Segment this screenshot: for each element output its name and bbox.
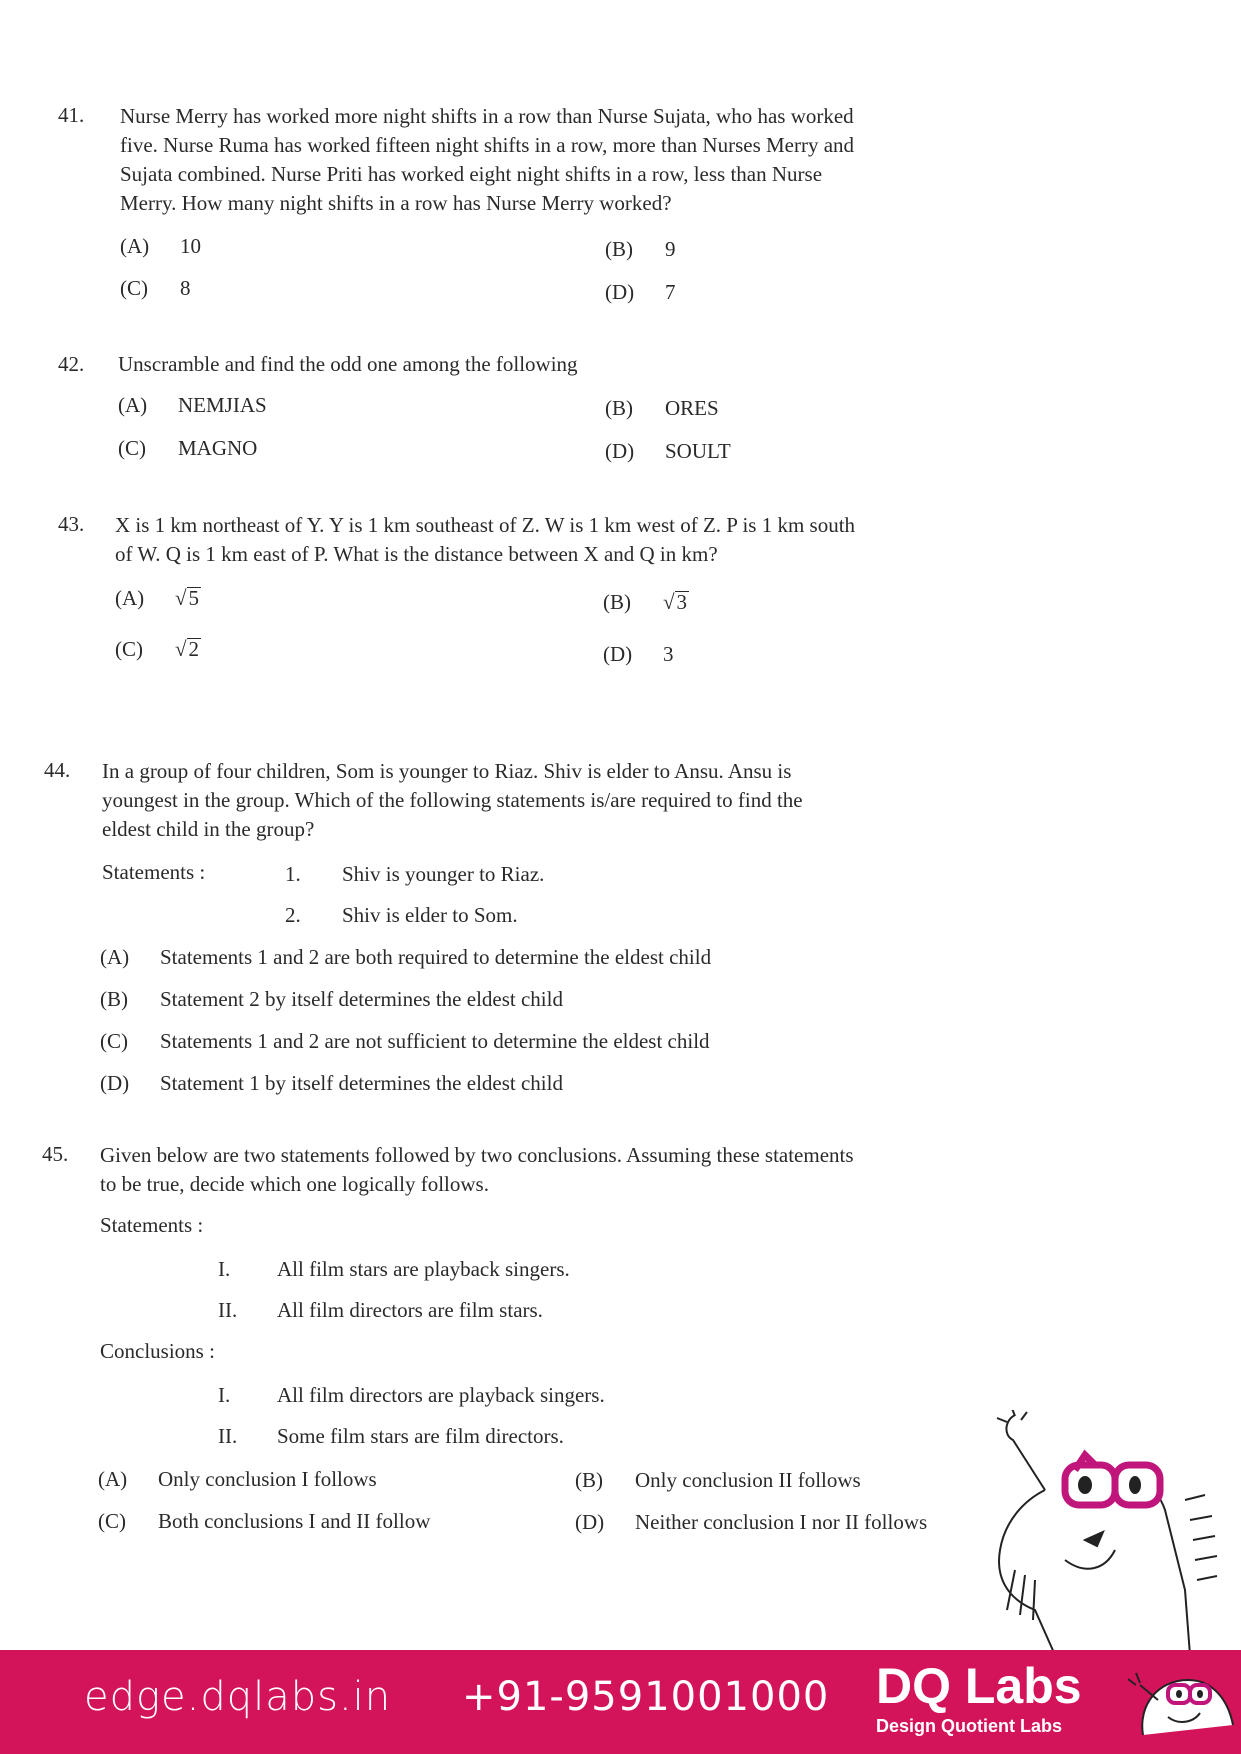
question-41-text <box>120 102 1120 218</box>
q44-statement-2-text: Shiv is elder to Som. <box>342 903 518 927</box>
option-text: Statement 2 by itself determines the eldest child <box>160 987 563 1011</box>
option-label: (A) <box>98 1467 128 1491</box>
option-text: 9 <box>665 237 676 261</box>
q44-statements-label: Statements : <box>102 860 206 884</box>
question-45-text <box>100 1141 1080 1199</box>
mascot-small-illustration-icon <box>1128 1655 1238 1750</box>
q44-statement-2-num: 2. <box>285 903 301 927</box>
option-label: (A) <box>120 234 150 258</box>
option-label: (B) <box>603 590 631 614</box>
question-43-text <box>115 511 1125 569</box>
q45-conclusion-1-text: All film directors are playback singers. <box>277 1383 605 1407</box>
option-label: (A) <box>118 393 148 417</box>
option-label: (D) <box>575 1510 605 1534</box>
q42-option-c[interactable] <box>118 436 257 461</box>
option-label: (C) <box>115 637 143 661</box>
phone-number[interactable]: +91-9591001000 <box>462 1674 830 1720</box>
option-text: Statements 1 and 2 are not sufficient to determine the eldest child <box>160 1029 710 1053</box>
question-41-line: Sujata combined. Nurse Priti has worked eight night shifts in a row, less than Nurse <box>120 162 823 186</box>
option-label: (B) <box>100 987 128 1011</box>
question-43-line: of W. Q is 1 km east of P. What is the distance between X and Q in km? <box>115 542 718 566</box>
sqrt-icon: √5 <box>175 586 200 610</box>
radicand: 3 <box>676 590 688 614</box>
sqrt-icon: √2 <box>175 637 200 661</box>
q45-conclusion-2-num: II. <box>218 1424 238 1448</box>
option-label: (B) <box>575 1468 603 1492</box>
q42-option-a[interactable] <box>118 393 267 418</box>
q42-option-b[interactable] <box>605 396 719 421</box>
q41-option-d[interactable] <box>605 280 676 305</box>
option-label: (C) <box>118 436 146 460</box>
question-45-line: Given below are two statements followed by two conclusions. Assuming these statements <box>100 1143 854 1167</box>
q43-option-b[interactable] <box>603 590 689 615</box>
q44-option-b[interactable] <box>100 987 563 1012</box>
question-44-line: youngest in the group. Which of the following statements is/are required to find the <box>102 788 803 812</box>
option-text: NEMJIAS <box>178 393 267 417</box>
question-43-number: 43. <box>58 512 85 536</box>
question-41-line: five. Nurse Ruma has worked fifteen night shifts in a row, more than Nurses Merry and <box>120 133 855 157</box>
option-text: MAGNO <box>178 436 258 460</box>
question-41-line: Nurse Merry has worked more night shifts in a row than Nurse Sujata, who has worked <box>120 104 854 128</box>
option-label: (B) <box>605 396 633 420</box>
q44-option-a[interactable] <box>100 945 711 970</box>
question-42-text: Unscramble and find the odd one among the following <box>118 352 578 376</box>
q45-statements-label: Statements : <box>100 1213 204 1237</box>
option-label: (A) <box>115 586 145 610</box>
option-text: 7 <box>665 280 676 304</box>
q45-statement-2-text: All film directors are film stars. <box>277 1298 543 1322</box>
q44-option-d[interactable] <box>100 1071 563 1096</box>
q45-option-a[interactable] <box>98 1467 377 1492</box>
brand-logo-text: DQ Labs <box>876 1658 1082 1714</box>
question-45-number: 45. <box>42 1142 69 1166</box>
q43-option-a[interactable] <box>115 586 201 611</box>
option-text: Only conclusion II follows <box>635 1468 861 1492</box>
question-45-line: to be true, decide which one logically follows. <box>100 1172 489 1196</box>
option-text: Neither conclusion I nor II follows <box>635 1510 928 1534</box>
q42-option-d[interactable] <box>605 439 731 464</box>
option-text: SOULT <box>665 439 731 463</box>
question-41-line: Merry. How many night shifts in a row has Nurse Merry worked? <box>120 191 672 215</box>
option-text: 10 <box>180 234 201 258</box>
q43-option-d[interactable] <box>603 642 674 667</box>
q44-option-c[interactable] <box>100 1029 710 1054</box>
q41-option-a[interactable] <box>120 234 201 259</box>
mascot-illustration-icon <box>985 1410 1241 1655</box>
q45-statement-1-num: I. <box>218 1257 231 1281</box>
radicand: 2 <box>188 637 200 661</box>
option-label: (D) <box>605 280 635 304</box>
q45-conclusion-2-text: Some film stars are film directors. <box>277 1424 564 1448</box>
option-label: (C) <box>98 1509 126 1533</box>
q45-option-b[interactable] <box>575 1468 861 1493</box>
q45-statement-2-num: II. <box>218 1298 238 1322</box>
option-label: (D) <box>603 642 633 666</box>
question-43-line: X is 1 km northeast of Y. Y is 1 km southeast of Z. W is 1 km west of Z. P is 1 km south <box>115 513 856 537</box>
question-44-line: eldest child in the group? <box>102 817 315 841</box>
question-41-number: 41. <box>58 103 85 127</box>
option-label: (A) <box>100 945 130 969</box>
q43-option-c[interactable] <box>115 637 201 662</box>
option-label: (D) <box>605 439 635 463</box>
option-text: 8 <box>180 276 191 300</box>
option-label: (C) <box>100 1029 128 1053</box>
q45-statement-1-text: All film stars are playback singers. <box>277 1257 570 1281</box>
option-text: Only conclusion I follows <box>158 1467 377 1491</box>
footer-bar <box>0 1650 1241 1754</box>
q45-option-d[interactable] <box>575 1510 927 1535</box>
option-label: (C) <box>120 276 148 300</box>
website-link[interactable]: edge.dqlabs.in <box>84 1674 392 1720</box>
option-text: Both conclusions I and II follow <box>158 1509 431 1533</box>
q44-statement-1-num: 1. <box>285 862 301 886</box>
question-42-number: 42. <box>58 352 85 376</box>
q45-conclusions-label: Conclusions : <box>100 1339 215 1363</box>
option-label: (D) <box>100 1071 130 1095</box>
option-text: Statements 1 and 2 are both required to determine the eldest child <box>160 945 712 969</box>
question-44-line: In a group of four children, Som is younger to Riaz. Shiv is elder to Ansu. Ansu is <box>102 759 792 783</box>
q41-option-c[interactable] <box>120 276 191 301</box>
option-text: Statement 1 by itself determines the eldest child <box>160 1071 563 1095</box>
sqrt-icon: √3 <box>663 590 688 614</box>
q44-statement-1-text: Shiv is younger to Riaz. <box>342 862 545 886</box>
q45-conclusion-1-num: I. <box>218 1383 231 1407</box>
radicand: 5 <box>188 586 200 610</box>
option-text: 3 <box>663 642 674 666</box>
q45-option-c[interactable] <box>98 1509 430 1534</box>
question-44-number: 44. <box>44 758 71 782</box>
option-text: ORES <box>665 396 719 420</box>
question-44-text <box>102 757 1082 844</box>
brand-tagline: Design Quotient Labs <box>876 1716 1063 1736</box>
option-label: (B) <box>605 237 633 261</box>
q41-option-b[interactable] <box>605 237 676 262</box>
